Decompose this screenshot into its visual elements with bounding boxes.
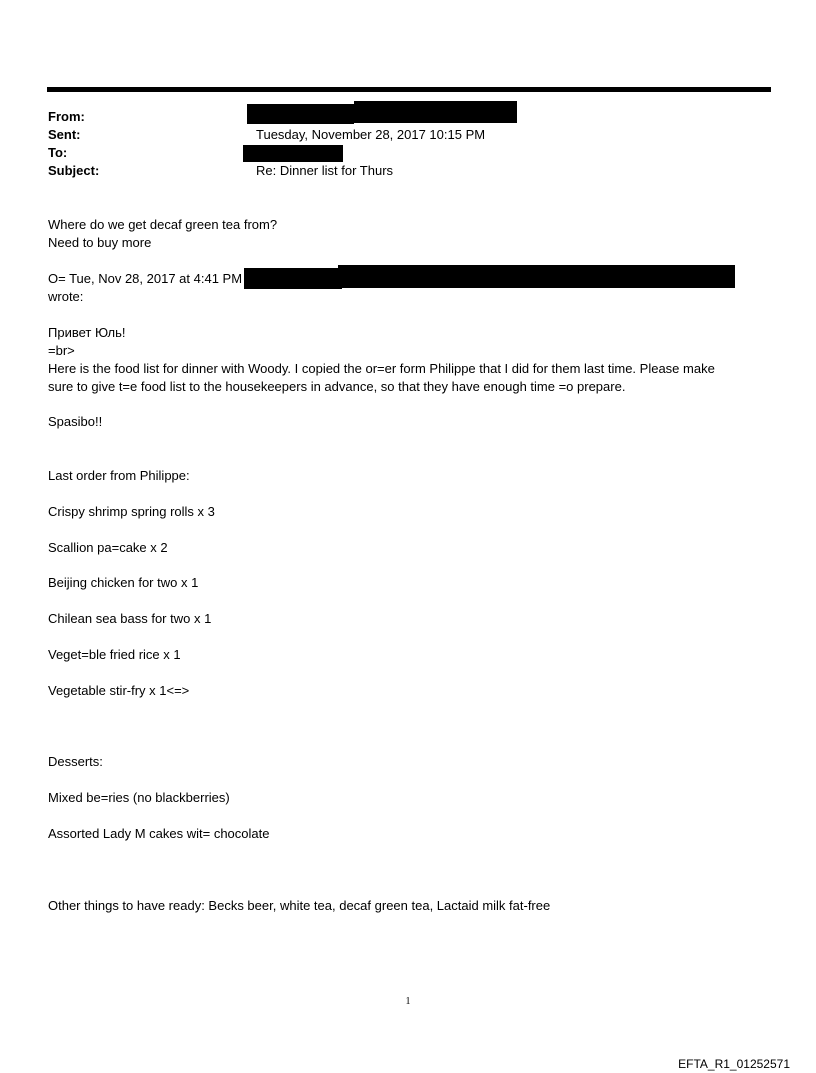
desserts-heading: Desserts: xyxy=(48,754,103,769)
sent-value: Tuesday, November 28, 2017 10:15 PM xyxy=(256,127,486,142)
to-label: To: xyxy=(48,145,68,160)
to-redaction xyxy=(243,145,343,162)
order-item: Crispy shrimp spring rolls x 3 xyxy=(48,504,215,519)
sent-label: Sent: xyxy=(48,127,81,142)
order-item: Scallion pa=cake x 2 xyxy=(48,540,168,555)
thanks: Spasibo!! xyxy=(48,414,103,429)
order-item: Beijing chicken for two x 1 xyxy=(48,575,199,590)
document-id: EFTA_R1_01252571 xyxy=(678,1057,790,1071)
subject-value: Re: Dinner list for Thurs xyxy=(256,163,394,178)
order-item: Veget=ble fried rice x 1 xyxy=(48,647,181,662)
from-redaction xyxy=(247,104,354,124)
order-item: Chilean sea bass for two x 1 xyxy=(48,611,212,626)
quote-intro: O= Tue, Nov 28, 2017 at 4:41 PM xyxy=(48,271,243,286)
from-redaction-2 xyxy=(354,101,517,123)
reply-line-2: Need to buy more xyxy=(48,235,152,250)
greeting: Привет Юль! xyxy=(48,325,126,340)
dessert-item: Mixed be=ries (no blackberries) xyxy=(48,790,230,805)
order-item: Vegetable stir-fry x 1<=> xyxy=(48,683,190,698)
from-label: From: xyxy=(48,109,85,124)
message-paragraph: Here is the food list for dinner with Woody. I copied the or=er form Philippe that I did for them last time. Please make sure to give t=e food list to the housekeepers in advance, so that they have enough time =o prepare. xyxy=(48,361,715,394)
last-order-heading: Last order from Philippe: xyxy=(48,468,190,483)
other-things: Other things to have ready: Becks beer, white tea, decaf green tea, Lactaid milk fat-free xyxy=(48,898,551,913)
header-rule xyxy=(47,87,771,92)
page-number: 1 xyxy=(405,996,411,1007)
quote-sender-redaction xyxy=(244,268,342,289)
dessert-item: Assorted Lady M cakes wit= chocolate xyxy=(48,826,270,841)
reply-line-1: Where do we get decaf green tea from? xyxy=(48,217,278,232)
subject-label: Subject: xyxy=(48,163,100,178)
quote-email-redaction xyxy=(338,265,735,288)
quote-wrote: wrote: xyxy=(48,289,84,304)
br-artifact: =br> xyxy=(48,343,75,358)
